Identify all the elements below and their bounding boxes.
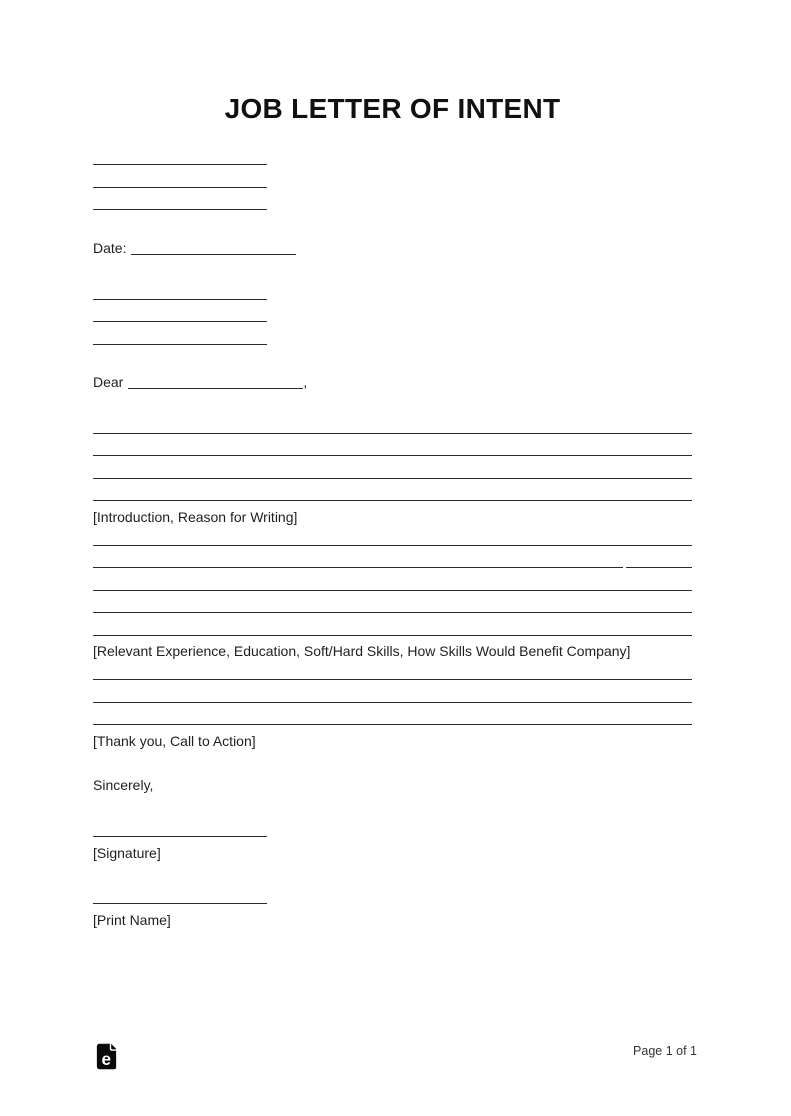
salutation-label: Dear <box>93 374 124 391</box>
signature-placeholder-label: [Signature] <box>93 844 161 861</box>
blank-line <box>93 299 267 300</box>
introduction-placeholder <box>93 501 692 523</box>
date-blank-line <box>131 254 296 255</box>
blank-line-row <box>93 434 692 456</box>
blank-line-row <box>93 322 692 344</box>
blank-line-row <box>93 591 692 613</box>
spacer-row <box>93 792 692 814</box>
introduction-placeholder-label: [Introduction, Reason for Writing] <box>93 508 298 525</box>
closing-row <box>93 770 692 792</box>
spacer-row <box>93 210 692 232</box>
thank-you-placeholder-label: [Thank you, Call to Action] <box>93 732 256 749</box>
blank-line-row <box>93 277 692 299</box>
print-name-placeholder <box>93 904 692 926</box>
blank-line-row <box>93 568 692 590</box>
signature-placeholder <box>93 837 692 859</box>
blank-line-row <box>93 524 692 546</box>
blank-line <box>93 164 267 165</box>
eforms-document-logo-icon <box>96 1043 117 1075</box>
blank-line <box>93 209 267 210</box>
blank-line-row <box>93 143 692 165</box>
blank-line-row <box>93 658 692 680</box>
blank-line-row <box>93 165 692 187</box>
print-name-line-row <box>93 882 692 904</box>
sender-block <box>93 143 692 210</box>
letter-page <box>0 92 791 1116</box>
print-name-blank-line <box>93 903 267 904</box>
blank-line-row <box>93 680 692 702</box>
blank-line <box>93 500 692 501</box>
blank-line <box>93 567 623 568</box>
blank-line-row <box>93 300 692 322</box>
blank-line-row <box>93 546 692 568</box>
blank-line <box>93 612 692 613</box>
blank-line <box>626 567 692 568</box>
recipient-block <box>93 277 692 344</box>
experience-block <box>93 524 692 636</box>
signature-blank-line <box>93 836 267 837</box>
blank-line <box>93 478 692 479</box>
salutation-comma: , <box>303 374 308 391</box>
blank-line <box>93 679 692 680</box>
blank-line-row <box>93 479 692 501</box>
blank-line-row <box>93 703 692 725</box>
spacer-row <box>93 345 692 367</box>
blank-line <box>93 187 267 188</box>
closing-label: Sincerely, <box>93 777 154 794</box>
experience-placeholder <box>93 636 692 658</box>
blank-line-row <box>93 613 692 635</box>
page-title: JOB LETTER OF INTENT <box>224 93 561 124</box>
introduction-block <box>93 412 692 502</box>
thank-you-block <box>93 658 692 725</box>
blank-line <box>93 724 692 725</box>
page-number-label: Page 1 of 1 <box>633 1044 697 1058</box>
blank-line-row <box>93 188 692 210</box>
blank-line <box>93 702 692 703</box>
svg-text:e: e <box>101 1049 111 1069</box>
page-footer <box>0 1043 791 1075</box>
blank-line-row <box>93 412 692 434</box>
signature-line-row <box>93 815 692 837</box>
salutation-row <box>93 367 692 389</box>
salutation-blank-line <box>128 388 303 389</box>
date-label: Date: <box>93 239 127 256</box>
spacer-row <box>93 860 692 882</box>
spacer-row <box>93 255 692 277</box>
blank-line <box>93 545 692 546</box>
spacer-row <box>93 389 692 411</box>
blank-line <box>93 635 692 636</box>
blank-line <box>93 344 267 345</box>
blank-line <box>93 433 692 434</box>
blank-line-row <box>93 456 692 478</box>
experience-placeholder-label: [Relevant Experience, Education, Soft/Hard Skills, How Skills Would Benefit Company] <box>93 642 631 659</box>
letter-content <box>0 92 791 927</box>
spacer-row <box>93 748 692 770</box>
letter-body <box>93 143 692 927</box>
blank-line <box>93 321 267 322</box>
thank-you-placeholder <box>93 725 692 747</box>
date-row <box>93 233 692 255</box>
print-name-placeholder-label: [Print Name] <box>93 911 171 928</box>
blank-line <box>93 455 692 456</box>
blank-line <box>93 590 692 591</box>
